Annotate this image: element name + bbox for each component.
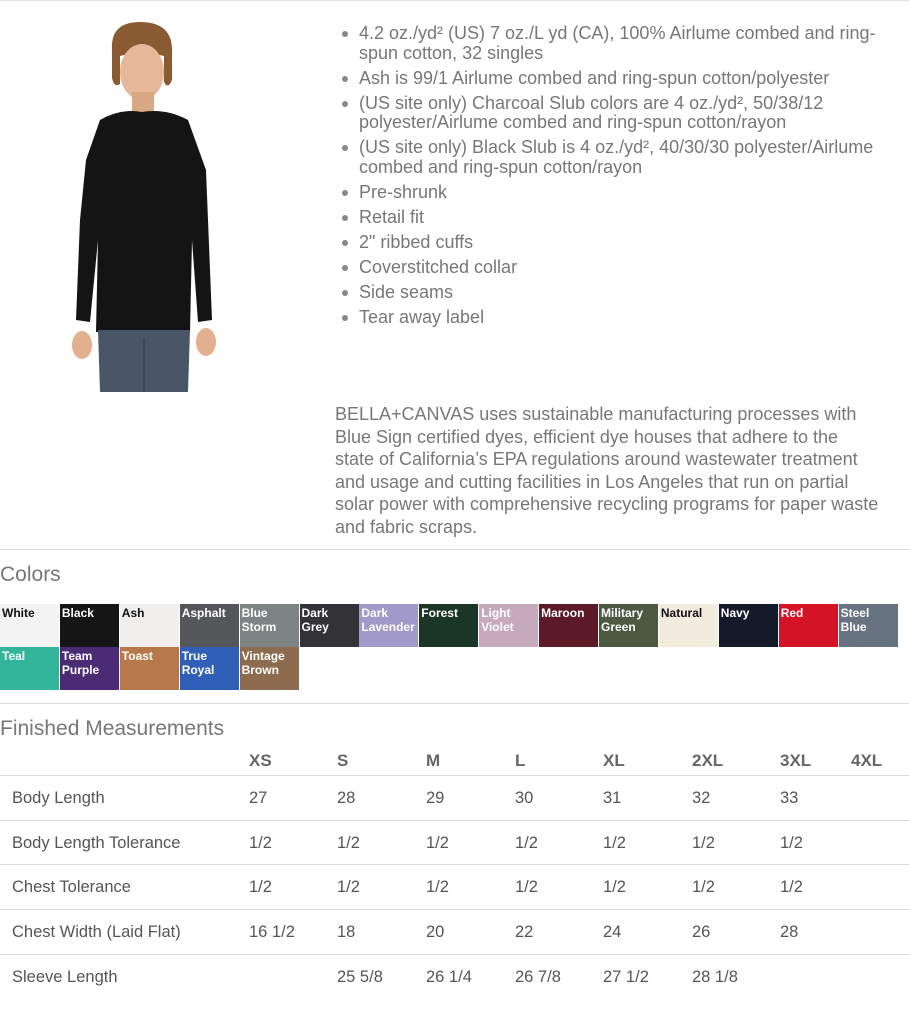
feature-text: Coverstitched collar bbox=[359, 256, 518, 277]
feature-item bbox=[342, 183, 902, 203]
feature-item bbox=[342, 308, 902, 328]
measurements-heading: Finished Measurements bbox=[0, 717, 225, 740]
size-column-header: XL bbox=[603, 751, 625, 770]
bullet-icon bbox=[342, 290, 348, 296]
color-swatch[interactable] bbox=[659, 604, 718, 647]
size-column-header: 4XL bbox=[851, 751, 883, 770]
measurement-value: 33 bbox=[780, 789, 799, 807]
color-swatch[interactable] bbox=[539, 604, 598, 647]
measurement-row bbox=[0, 909, 909, 954]
measurement-value: 28 bbox=[337, 789, 356, 807]
measurement-value: 26 1/4 bbox=[426, 967, 472, 986]
color-swatch-label: Red bbox=[780, 606, 804, 620]
size-column-header: S bbox=[337, 751, 349, 770]
feature-text: Ash is 99/1 Airlume combed and ring-spun cotton/polyester bbox=[359, 67, 830, 88]
color-swatch-label: Ash bbox=[121, 606, 145, 620]
measurement-value: 26 7/8 bbox=[515, 967, 561, 986]
feature-item bbox=[342, 24, 902, 63]
color-swatch[interactable] bbox=[599, 604, 658, 647]
measurement-value: 1/2 bbox=[515, 833, 538, 852]
size-column-header: 3XL bbox=[780, 751, 812, 770]
color-swatch[interactable] bbox=[60, 647, 119, 690]
measurement-value: 1/2 bbox=[337, 833, 360, 852]
bullet-icon bbox=[342, 190, 348, 196]
color-swatch[interactable] bbox=[719, 604, 778, 647]
color-swatch[interactable] bbox=[839, 604, 898, 647]
color-swatch-label: Team Purple bbox=[61, 649, 100, 677]
color-swatch-label: Maroon bbox=[541, 606, 585, 620]
measurement-value: 1/2 bbox=[692, 833, 715, 852]
measurement-row bbox=[0, 864, 909, 909]
color-swatch[interactable] bbox=[120, 647, 179, 690]
color-swatch-label: Light Violet bbox=[481, 606, 514, 634]
measurement-label: Chest Width (Laid Flat) bbox=[12, 923, 181, 942]
feature-text: Retail fit bbox=[359, 206, 425, 227]
measurement-label: Body Length Tolerance bbox=[12, 833, 181, 852]
color-swatch[interactable] bbox=[240, 604, 299, 647]
measurement-value: 31 bbox=[603, 789, 622, 807]
color-swatch[interactable] bbox=[419, 604, 478, 647]
feature-text: 4.2 oz./yd² (US) 7 oz./L yd (CA), 100% Airlume combed and ring-spun cotton, 32 singles bbox=[359, 23, 876, 63]
feature-text: Tear away label bbox=[359, 306, 485, 327]
color-swatch-label: Navy bbox=[720, 606, 750, 620]
measurement-value: 26 bbox=[692, 923, 711, 942]
color-swatch[interactable] bbox=[779, 604, 838, 647]
measurement-value: 27 1/2 bbox=[603, 967, 649, 986]
color-swatch-label: Natural bbox=[660, 606, 703, 620]
color-swatch[interactable] bbox=[300, 604, 359, 647]
bullet-icon bbox=[342, 240, 348, 246]
color-swatch-label: Teal bbox=[2, 649, 26, 663]
measurement-value: 32 bbox=[692, 789, 711, 807]
feature-text: (US site only) Charcoal Slub colors are 4 oz./yd², 50/38/12 polyester/Airlume combed and ring-spun cotton/rayon bbox=[359, 92, 824, 132]
feature-list bbox=[342, 24, 902, 333]
measurement-row bbox=[0, 820, 909, 865]
measurement-value: 1/2 bbox=[603, 878, 626, 897]
bullet-icon bbox=[342, 145, 348, 151]
measurement-value: 1/2 bbox=[692, 878, 715, 897]
measurement-row bbox=[0, 954, 909, 999]
measurement-value: 1/2 bbox=[515, 878, 538, 897]
color-swatch-label: Blue Storm bbox=[241, 606, 277, 634]
measurement-row bbox=[0, 775, 909, 820]
measurement-value: 29 bbox=[426, 789, 445, 807]
measurement-value: 1/2 bbox=[249, 878, 272, 897]
product-photo bbox=[60, 20, 240, 392]
top-divider bbox=[0, 0, 909, 1]
feature-item bbox=[342, 208, 902, 228]
measurement-value: 20 bbox=[426, 923, 445, 942]
color-swatch-label: Asphalt bbox=[181, 606, 226, 620]
measurement-value: 1/2 bbox=[426, 833, 449, 852]
feature-text: 2" ribbed cuffs bbox=[359, 231, 474, 252]
feature-text: Pre-shrunk bbox=[359, 181, 448, 202]
measurement-label: Chest Tolerance bbox=[12, 878, 131, 897]
color-swatch[interactable] bbox=[60, 604, 119, 647]
color-swatch-label: Forest bbox=[421, 606, 458, 620]
feature-item bbox=[342, 233, 902, 253]
measurement-value: 25 5/8 bbox=[337, 967, 383, 986]
measurement-value: 24 bbox=[603, 923, 622, 942]
divider bbox=[0, 549, 909, 550]
bullet-icon bbox=[342, 265, 348, 271]
measurement-label: Sleeve Length bbox=[12, 967, 118, 986]
product-description: BELLA+CANVAS uses sustainable manufacturing processes with Blue Sign certified dyes, efficient dye houses that adhere to the state of California’s EPA regulations around wastewater treatment and usage and cutting facilities in Los Angeles that run on partial solar power with comprehensive recycling programs for paper waste and fabric scraps. bbox=[335, 404, 879, 537]
feature-text: Side seams bbox=[359, 281, 454, 302]
color-swatch-label: Military Green bbox=[601, 606, 644, 634]
bullet-icon bbox=[342, 76, 348, 82]
size-column-header: L bbox=[515, 751, 526, 770]
bullet-icon bbox=[342, 215, 348, 221]
color-swatch[interactable] bbox=[240, 647, 299, 690]
measurement-value: 30 bbox=[515, 789, 534, 807]
color-swatch[interactable] bbox=[0, 604, 59, 647]
color-swatch-label: Black bbox=[61, 606, 94, 620]
measurement-value: 1/2 bbox=[780, 878, 803, 897]
measurement-value: 28 1/8 bbox=[692, 967, 738, 986]
color-swatch-label: Dark Grey bbox=[301, 606, 329, 634]
feature-item bbox=[342, 69, 902, 89]
measurement-value: 18 bbox=[337, 923, 356, 942]
measurement-value: 1/2 bbox=[603, 833, 626, 852]
measurement-value: 22 bbox=[515, 923, 534, 942]
color-swatch[interactable] bbox=[0, 647, 59, 690]
feature-text: (US site only) Black Slub is 4 oz./yd², 40/30/30 polyester/Airlume combed and ring-spun cotton/rayon bbox=[359, 137, 874, 177]
feature-item bbox=[342, 138, 902, 177]
measurement-value: 27 bbox=[249, 789, 268, 807]
size-column-header: M bbox=[426, 751, 441, 770]
color-swatch[interactable] bbox=[180, 647, 239, 690]
measurement-value: 1/2 bbox=[426, 878, 449, 897]
colors-heading: Colors bbox=[0, 563, 61, 586]
color-swatch-label: White bbox=[2, 606, 35, 620]
size-column-header: 2XL bbox=[692, 751, 724, 770]
divider bbox=[0, 703, 909, 704]
bullet-icon bbox=[342, 315, 348, 321]
feature-item bbox=[342, 94, 902, 133]
measurement-value: 1/2 bbox=[337, 878, 360, 897]
bullet-icon bbox=[342, 101, 348, 107]
color-swatch[interactable] bbox=[359, 604, 418, 647]
size-header-row bbox=[0, 745, 909, 775]
measurement-value: 16 1/2 bbox=[249, 923, 295, 942]
color-swatch-label: Vintage Brown bbox=[241, 649, 285, 677]
color-swatch-label: True Royal bbox=[181, 649, 215, 677]
measurement-value: 1/2 bbox=[780, 833, 803, 852]
color-swatch-label: Toast bbox=[121, 649, 153, 663]
bullet-icon bbox=[342, 31, 348, 37]
color-swatch[interactable] bbox=[120, 604, 179, 647]
color-swatch-label: Dark Lavender bbox=[361, 606, 415, 634]
feature-item bbox=[342, 258, 902, 278]
measurement-value: 28 bbox=[780, 923, 799, 942]
color-swatch-label: Steel Blue bbox=[840, 606, 870, 634]
measurement-label: Body Length bbox=[12, 789, 105, 807]
color-swatch[interactable] bbox=[479, 604, 538, 647]
color-swatch[interactable] bbox=[180, 604, 239, 647]
measurement-value: 1/2 bbox=[249, 833, 272, 852]
size-column-header: XS bbox=[249, 751, 272, 770]
feature-item bbox=[342, 283, 902, 303]
